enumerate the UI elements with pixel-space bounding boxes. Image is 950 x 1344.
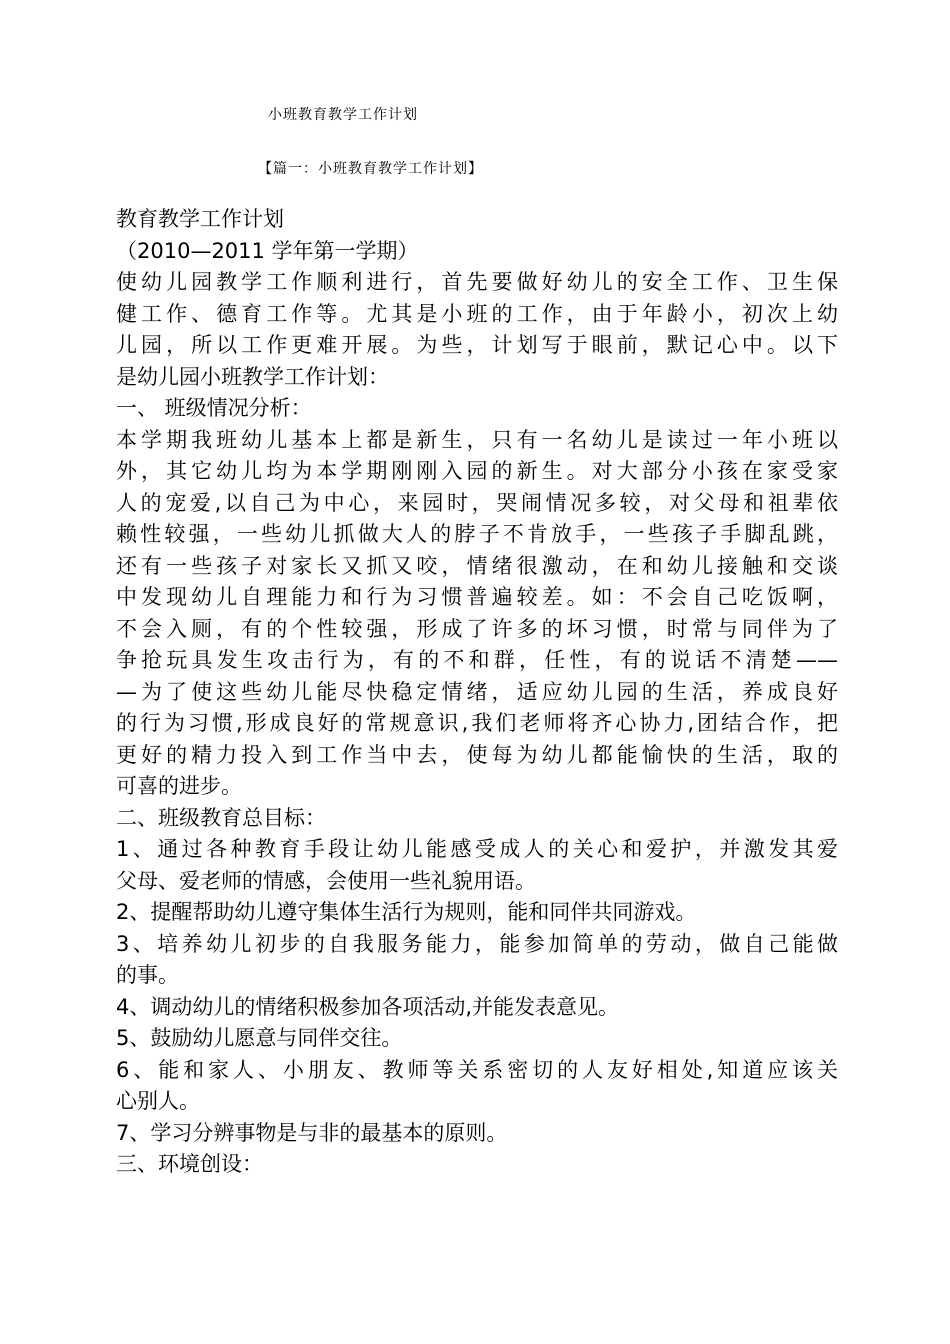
text-line: 赖性较强，一些幼儿抓做大人的脖子不肯放手，一些孩子手脚乱跳， (116, 522, 838, 546)
text-line: （2010—2011 学年第一学期） (116, 238, 419, 263)
text-line: 心别人。 (116, 1089, 200, 1113)
text-line: 是幼儿园小班教学工作计划： (116, 364, 389, 389)
text-line: 本学期我班幼儿基本上都是新生，只有一名幼儿是读过一年小班以 (116, 427, 838, 452)
text-line: 中发现幼儿自理能力和行为习惯普遍较差。如：不会自己吃饭啊， (116, 585, 838, 609)
text-line: 3、培养幼儿初步的自我服务能力，能参加简单的劳动，做自己能做 (116, 931, 838, 956)
section-heading: 【篇一：小班教育教学工作计划】 (258, 161, 483, 177)
text-line: 父母、爱老师的情感，会使用一些礼貌用语。 (116, 868, 536, 893)
text-line: 健工作、德育工作等。尤其是小班的工作，由于年龄小，初次上幼 (116, 301, 838, 326)
text-line: 4、调动幼儿的情绪积极参加各项活动,并能发表意见。 (116, 994, 620, 1019)
text-line: 二、班级教育总目标： (116, 805, 326, 830)
text-line: 一、 班级情况分析： (116, 396, 312, 420)
text-line: 儿园，所以工作更难开展。为些，计划写于眼前，默记心中。以下 (116, 333, 838, 357)
text-line: —为了使这些幼儿能尽快稳定情绪，适应幼儿园的生活，养成良好 (116, 679, 838, 704)
text-line: 可喜的进步。 (116, 774, 242, 798)
text-line: 6、能和家人、小朋友、教师等关系密切的人友好相处,知道应该关 (116, 1057, 838, 1082)
text-line: 的事。 (116, 963, 179, 987)
text-line: 三、环境创设： (116, 1152, 263, 1176)
text-line: 外，其它幼儿均为本学期刚刚入园的新生。对大部分小孩在家受家 (116, 459, 838, 483)
text-line: 7、学习分辨事物是与非的最基本的原则。 (116, 1120, 508, 1145)
text-line: 1、通过各种教育手段让幼儿能感受成人的关心和爱护，并激发其爱 (116, 837, 838, 861)
text-line: 人的宠爱,以自己为中心，来园时，哭闹情况多较，对父母和祖辈依 (116, 490, 838, 515)
text-line: 不会入厕，有的个性较强，形成了许多的坏习惯，时常与同伴为了 (116, 616, 838, 641)
text-line: 的行为习惯,形成良好的常规意识,我们老师将齐心协力,团结合作，把 (116, 711, 838, 735)
document-title: 小班教育教学工作计划 (268, 107, 418, 123)
text-line: 2、提醒帮助幼儿遵守集体生活行为规则，能和同伴共同游戏。 (116, 900, 697, 924)
text-line: 争抢玩具发生攻击行为，有的不和群，任性，有的说话不清楚—— (116, 648, 838, 672)
text-line: 5、鼓励幼儿愿意与同伴交往。 (116, 1026, 403, 1050)
text-line: 还有一些孩子对家长又抓又咬，情绪很激动，在和幼儿接触和交谈 (116, 553, 838, 578)
text-line: 教育教学工作计划 (116, 207, 284, 231)
text-line: 使幼儿园教学工作顺利进行，首先要做好幼儿的安全工作、卫生保 (116, 270, 838, 294)
document-body (116, 204, 838, 1181)
text-line: 更好的精力投入到工作当中去，使每为幼儿都能愉快的生活，取的 (116, 742, 838, 767)
